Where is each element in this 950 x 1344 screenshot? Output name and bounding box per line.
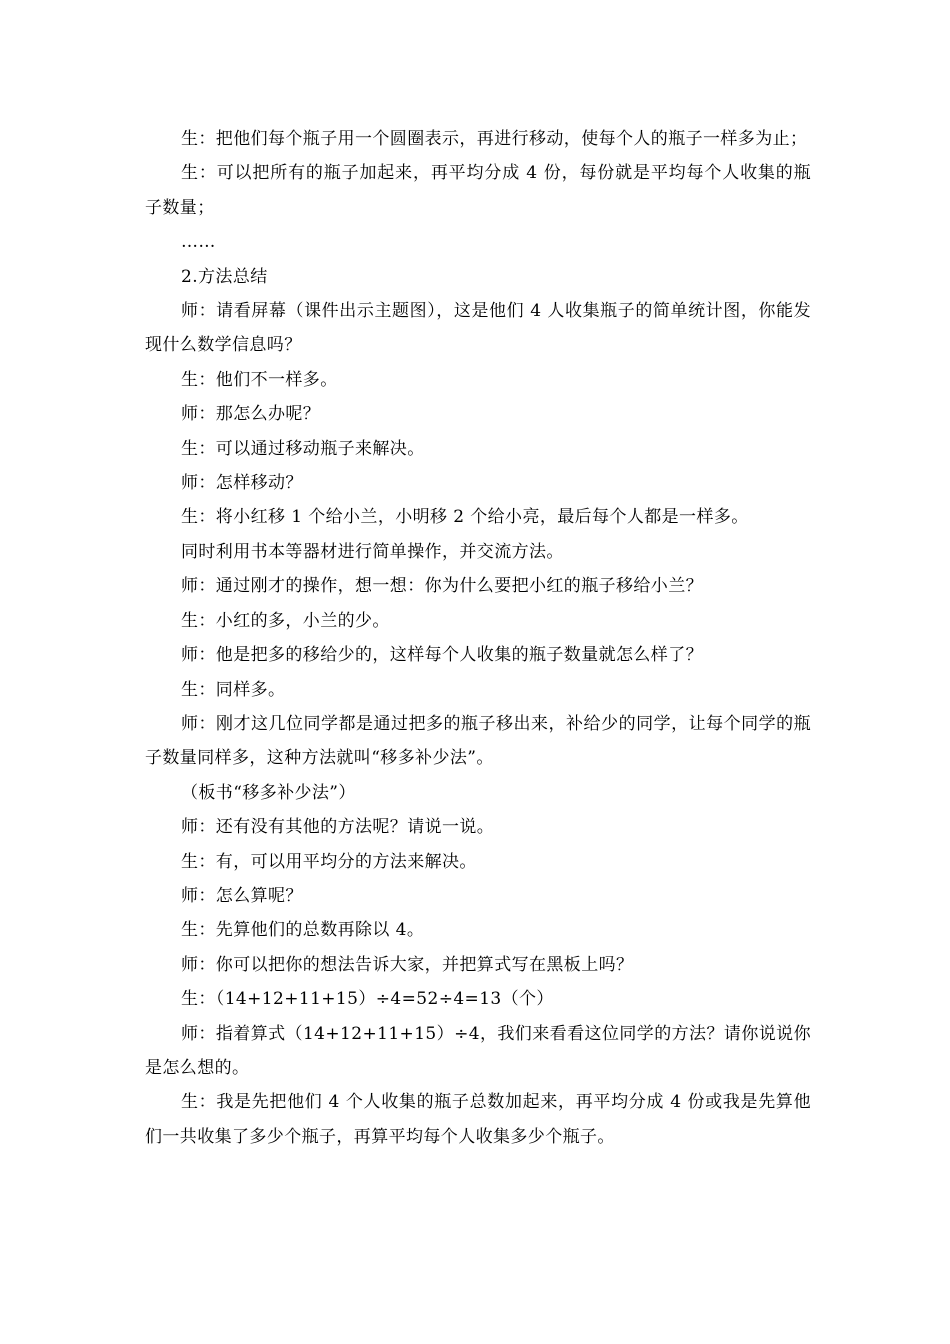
section-heading-method-summary: 2.方法总结 xyxy=(181,266,268,287)
paragraph-blackboard-note: （板书“移多补少法”） xyxy=(181,782,356,803)
paragraph-teacher-how-move: 师：怎样移动？ xyxy=(181,473,303,494)
paragraph-teacher-write-board: 师：你可以把你的想法告诉大家，并把算式写在黑板上吗？ xyxy=(181,954,634,975)
paragraph-operate-exchange: 同时利用书本等器材进行简单操作，并交流方法。 xyxy=(181,541,564,562)
paragraph-student-reasoning: 生：我是先把他们 4 个人收集的瓶子总数加起来，再平均分成 4 份或我是先算他们一共收集了多少个瓶子，再算平均每个人收集多少个瓶子。 xyxy=(145,1092,811,1147)
paragraph-teacher-what-to-do: 师：那怎么办呢？ xyxy=(181,404,321,425)
document-body xyxy=(145,122,811,1154)
paragraph-student-more-less: 生：小红的多，小兰的少。 xyxy=(181,610,390,631)
paragraph-student-equation: 生：（14+12+11+15）÷4=52÷4=13（个） xyxy=(181,989,554,1010)
paragraph-teacher-how-calc: 师：怎么算呢？ xyxy=(181,885,303,906)
paragraph-student-not-equal: 生：他们不一样多。 xyxy=(181,369,338,390)
paragraph-student-add-divide: 生：可以把所有的瓶子加起来，再平均分成 4 份，每份就是平均每个人收集的瓶子数量； xyxy=(145,163,811,218)
paragraph-teacher-explain: 师：指着算式（14+12+11+15）÷4，我们来看看这位同学的方法？请你说说你是怎么想的。 xyxy=(145,1023,811,1078)
paragraph-student-total-divide: 生：先算他们的总数再除以 4。 xyxy=(181,920,425,941)
paragraph-teacher-result: 师：他是把多的移给少的，这样每个人收集的瓶子数量就怎么样了？ xyxy=(181,645,703,666)
paragraph-teacher-screen: 师：请看屏幕（课件出示主题图），这是他们 4 人收集瓶子的简单统计图，你能发现什么数学信息吗？ xyxy=(145,301,811,356)
paragraph-student-same: 生：同样多。 xyxy=(181,679,286,700)
paragraph-ellipsis: …… xyxy=(181,232,216,253)
paragraph-student-average: 生：有，可以用平均分的方法来解决。 xyxy=(181,851,477,872)
paragraph-student-circle-method: 生：把他们每个瓶子用一个圆圈表示，再进行移动，使每个人的瓶子一样多为止； xyxy=(181,129,808,149)
paragraph-student-move-details: 生：将小红移 1 个给小兰，小明移 2 个给小亮，最后每个人都是一样多。 xyxy=(181,507,749,528)
paragraph-teacher-method-name: 师：刚才这几位同学都是通过把多的瓶子移出来，补给少的同学，让每个同学的瓶子数量同样多，这种方法就叫“移多补少法”。 xyxy=(145,713,811,769)
paragraph-teacher-other-methods: 师：还有没有其他的方法呢？请说一说。 xyxy=(181,817,495,838)
paragraph-student-move-bottles: 生：可以通过移动瓶子来解决。 xyxy=(181,438,425,459)
paragraph-teacher-why-move: 师：通过刚才的操作，想一想：你为什么要把小红的瓶子移给小兰？ xyxy=(181,576,703,597)
